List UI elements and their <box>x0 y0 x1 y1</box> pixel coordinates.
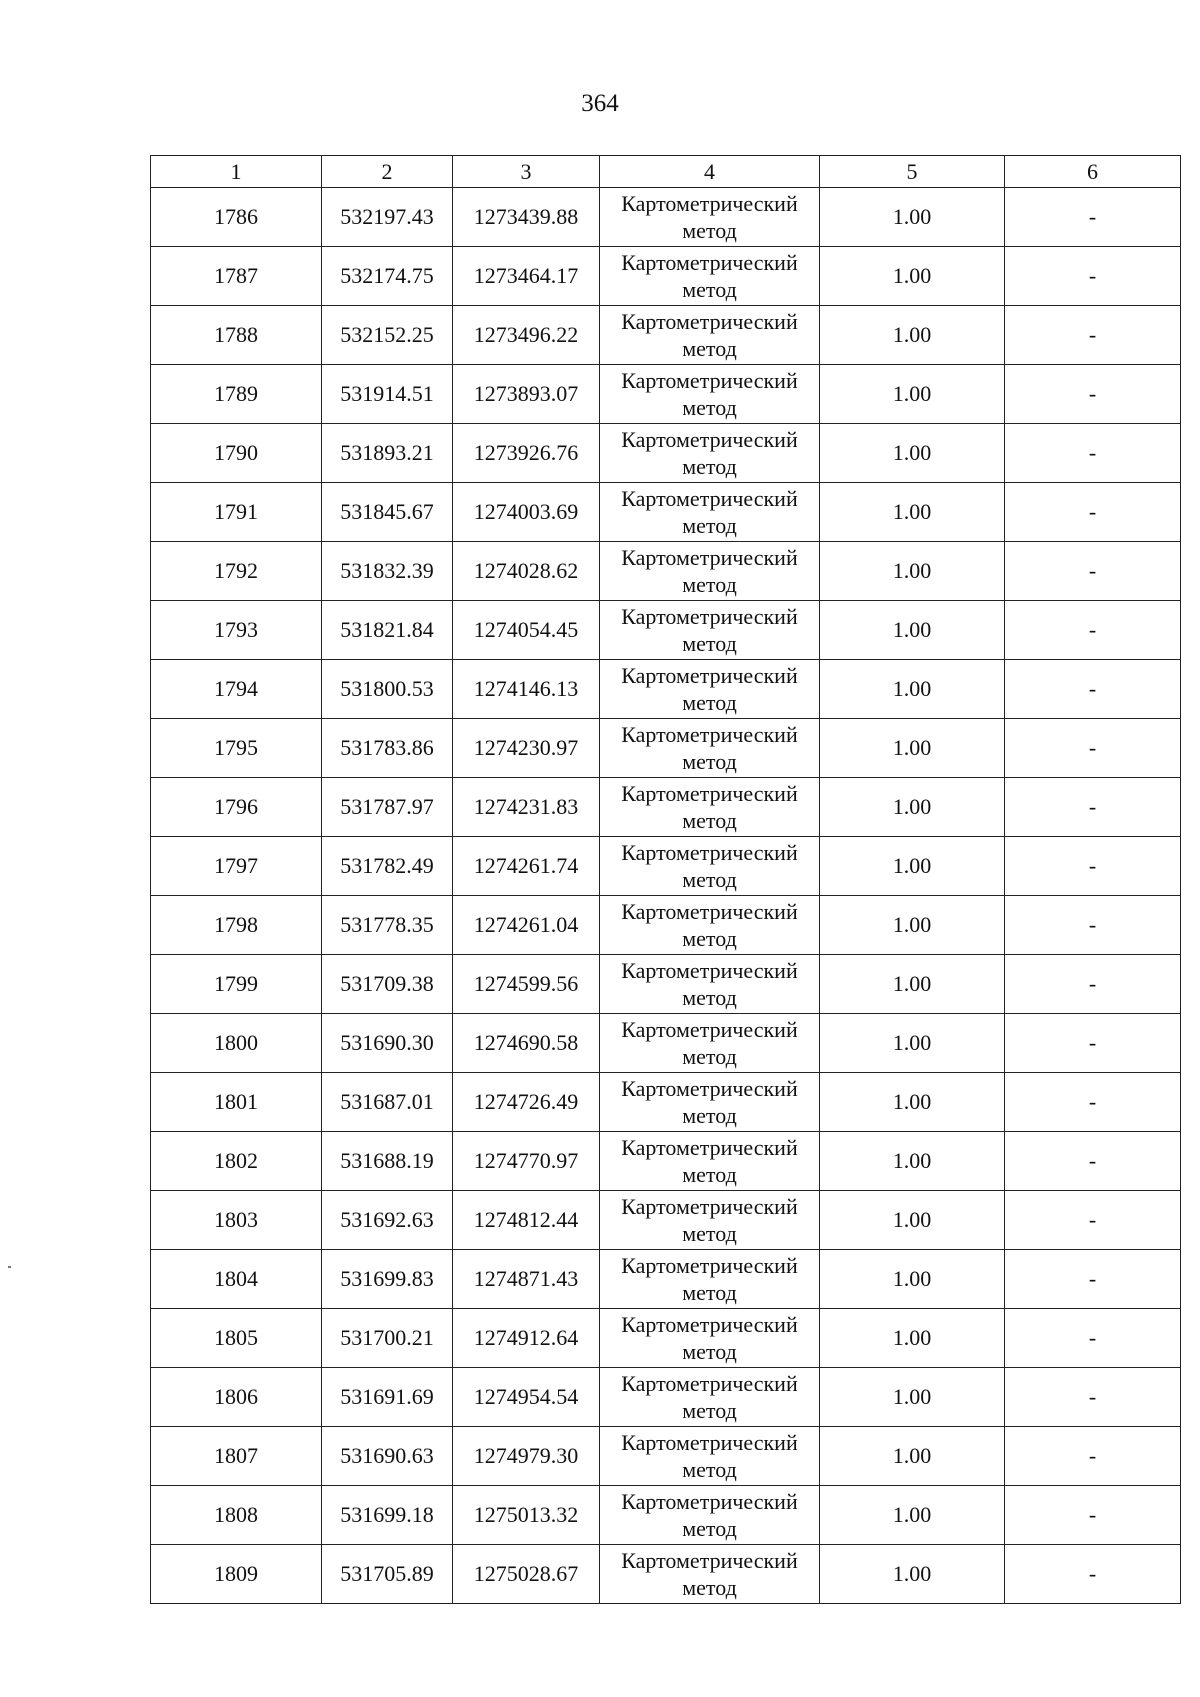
cell-note: - <box>1005 424 1181 483</box>
cell-note: - <box>1005 188 1181 247</box>
cell-point-number: 1788 <box>151 306 322 365</box>
cell-accuracy: 1.00 <box>820 1545 1005 1604</box>
cell-x-coordinate: 531893.21 <box>322 424 453 483</box>
cell-note: - <box>1005 1132 1181 1191</box>
table-row <box>151 542 1181 601</box>
cell-y-coordinate: 1274954.54 <box>453 1368 600 1427</box>
cell-note: - <box>1005 1309 1181 1368</box>
method-text-line-1: Картометрический <box>621 1194 798 1219</box>
method-text-line-2: метод <box>682 1398 737 1423</box>
cell-x-coordinate: 531687.01 <box>322 1073 453 1132</box>
cell-method <box>600 778 820 837</box>
method-text-line-2: метод <box>682 1280 737 1305</box>
table-row <box>151 365 1181 424</box>
table-row <box>151 1545 1181 1604</box>
cell-point-number: 1789 <box>151 365 322 424</box>
cell-method <box>600 719 820 778</box>
method-text-line-2: метод <box>682 926 737 951</box>
cell-y-coordinate: 1273893.07 <box>453 365 600 424</box>
cell-y-coordinate: 1274599.56 <box>453 955 600 1014</box>
table-row <box>151 1191 1181 1250</box>
cell-note: - <box>1005 719 1181 778</box>
method-text-line-2: метод <box>682 985 737 1010</box>
method-text-line-1: Картометрический <box>621 486 798 511</box>
method-text-line-2: метод <box>682 1044 737 1069</box>
cell-note: - <box>1005 1427 1181 1486</box>
method-text-line-2: метод <box>682 277 737 302</box>
table-row <box>151 1309 1181 1368</box>
cell-method <box>600 955 820 1014</box>
method-text-line-2: метод <box>682 749 737 774</box>
method-text-line-1: Картометрический <box>621 191 798 216</box>
method-text-line-2: метод <box>682 1516 737 1541</box>
cell-x-coordinate: 531691.69 <box>322 1368 453 1427</box>
cell-x-coordinate: 531778.35 <box>322 896 453 955</box>
cell-note: - <box>1005 306 1181 365</box>
table-row <box>151 188 1181 247</box>
cell-accuracy: 1.00 <box>820 1427 1005 1486</box>
cell-method <box>600 1486 820 1545</box>
cell-x-coordinate: 531699.83 <box>322 1250 453 1309</box>
table-row <box>151 306 1181 365</box>
cell-y-coordinate: 1274726.49 <box>453 1073 600 1132</box>
method-text-line-1: Картометрический <box>621 604 798 629</box>
table-row <box>151 837 1181 896</box>
method-text-line-1: Картометрический <box>621 1548 798 1573</box>
cell-point-number: 1802 <box>151 1132 322 1191</box>
table-header <box>151 156 1181 188</box>
method-text-line-1: Картометрический <box>621 1489 798 1514</box>
table-row <box>151 483 1181 542</box>
cell-accuracy: 1.00 <box>820 660 1005 719</box>
cell-method <box>600 1250 820 1309</box>
cell-x-coordinate: 531914.51 <box>322 365 453 424</box>
cell-accuracy: 1.00 <box>820 1073 1005 1132</box>
cell-point-number: 1807 <box>151 1427 322 1486</box>
scan-speck <box>8 1266 11 1268</box>
cell-method <box>600 1073 820 1132</box>
cell-point-number: 1786 <box>151 188 322 247</box>
cell-x-coordinate: 532197.43 <box>322 188 453 247</box>
cell-note: - <box>1005 896 1181 955</box>
cell-note: - <box>1005 660 1181 719</box>
method-text-line-2: метод <box>682 218 737 243</box>
method-text-line-2: метод <box>682 1221 737 1246</box>
cell-y-coordinate: 1274054.45 <box>453 601 600 660</box>
cell-point-number: 1808 <box>151 1486 322 1545</box>
cell-x-coordinate: 531709.38 <box>322 955 453 1014</box>
cell-method <box>600 1309 820 1368</box>
cell-note: - <box>1005 1073 1181 1132</box>
cell-note: - <box>1005 601 1181 660</box>
cell-point-number: 1801 <box>151 1073 322 1132</box>
cell-accuracy: 1.00 <box>820 1132 1005 1191</box>
method-text-line-1: Картометрический <box>621 1371 798 1396</box>
cell-accuracy: 1.00 <box>820 1191 1005 1250</box>
cell-x-coordinate: 531845.67 <box>322 483 453 542</box>
method-text-line-1: Картометрический <box>621 663 798 688</box>
cell-y-coordinate: 1274146.13 <box>453 660 600 719</box>
cell-y-coordinate: 1274912.64 <box>453 1309 600 1368</box>
header-cell-1: 1 <box>151 156 322 188</box>
header-cell-4: 4 <box>600 156 820 188</box>
cell-point-number: 1793 <box>151 601 322 660</box>
cell-accuracy: 1.00 <box>820 542 1005 601</box>
cell-accuracy: 1.00 <box>820 896 1005 955</box>
cell-x-coordinate: 531783.86 <box>322 719 453 778</box>
cell-note: - <box>1005 1368 1181 1427</box>
cell-method <box>600 306 820 365</box>
cell-x-coordinate: 532174.75 <box>322 247 453 306</box>
method-text-line-2: метод <box>682 631 737 656</box>
cell-y-coordinate: 1275013.32 <box>453 1486 600 1545</box>
table-row <box>151 601 1181 660</box>
cell-point-number: 1795 <box>151 719 322 778</box>
cell-x-coordinate: 531832.39 <box>322 542 453 601</box>
method-text-line-1: Картометрический <box>621 250 798 275</box>
cell-point-number: 1791 <box>151 483 322 542</box>
cell-note: - <box>1005 1486 1181 1545</box>
cell-method <box>600 1014 820 1073</box>
cell-point-number: 1787 <box>151 247 322 306</box>
cell-method <box>600 837 820 896</box>
table-row <box>151 1014 1181 1073</box>
cell-point-number: 1806 <box>151 1368 322 1427</box>
method-text-line-1: Картометрический <box>621 1076 798 1101</box>
cell-point-number: 1805 <box>151 1309 322 1368</box>
cell-note: - <box>1005 542 1181 601</box>
cell-note: - <box>1005 1014 1181 1073</box>
table-row <box>151 1368 1181 1427</box>
method-text-line-2: метод <box>682 454 737 479</box>
method-text-line-1: Картометрический <box>621 1017 798 1042</box>
table-body <box>151 188 1181 1604</box>
cell-y-coordinate: 1274770.97 <box>453 1132 600 1191</box>
table-row <box>151 660 1181 719</box>
method-text-line-1: Картометрический <box>621 1253 798 1278</box>
cell-method <box>600 601 820 660</box>
cell-y-coordinate: 1274690.58 <box>453 1014 600 1073</box>
cell-method <box>600 188 820 247</box>
method-text-line-2: метод <box>682 1575 737 1600</box>
cell-method <box>600 542 820 601</box>
method-text-line-2: метод <box>682 1457 737 1482</box>
cell-note: - <box>1005 955 1181 1014</box>
cell-point-number: 1809 <box>151 1545 322 1604</box>
cell-x-coordinate: 531690.30 <box>322 1014 453 1073</box>
cell-y-coordinate: 1274003.69 <box>453 483 600 542</box>
cell-accuracy: 1.00 <box>820 1368 1005 1427</box>
header-cell-3: 3 <box>453 156 600 188</box>
cell-accuracy: 1.00 <box>820 424 1005 483</box>
method-text-line-2: метод <box>682 867 737 892</box>
table-row <box>151 955 1181 1014</box>
cell-method <box>600 247 820 306</box>
header-cell-2: 2 <box>322 156 453 188</box>
cell-point-number: 1799 <box>151 955 322 1014</box>
cell-accuracy: 1.00 <box>820 306 1005 365</box>
cell-point-number: 1804 <box>151 1250 322 1309</box>
cell-accuracy: 1.00 <box>820 778 1005 837</box>
cell-accuracy: 1.00 <box>820 719 1005 778</box>
table-row <box>151 896 1181 955</box>
cell-accuracy: 1.00 <box>820 837 1005 896</box>
cell-note: - <box>1005 837 1181 896</box>
cell-x-coordinate: 531688.19 <box>322 1132 453 1191</box>
table-row <box>151 424 1181 483</box>
cell-method <box>600 365 820 424</box>
cell-accuracy: 1.00 <box>820 601 1005 660</box>
table-row <box>151 719 1181 778</box>
cell-method <box>600 1545 820 1604</box>
cell-point-number: 1790 <box>151 424 322 483</box>
method-text-line-2: метод <box>682 513 737 538</box>
method-text-line-1: Картометрический <box>621 309 798 334</box>
cell-x-coordinate: 531699.18 <box>322 1486 453 1545</box>
method-text-line-2: метод <box>682 572 737 597</box>
cell-x-coordinate: 531690.63 <box>322 1427 453 1486</box>
cell-x-coordinate: 531821.84 <box>322 601 453 660</box>
table-row <box>151 778 1181 837</box>
table-row <box>151 1132 1181 1191</box>
method-text-line-2: метод <box>682 1162 737 1187</box>
cell-accuracy: 1.00 <box>820 247 1005 306</box>
method-text-line-2: метод <box>682 690 737 715</box>
table-row <box>151 247 1181 306</box>
cell-x-coordinate: 531692.63 <box>322 1191 453 1250</box>
method-text-line-2: метод <box>682 1103 737 1128</box>
cell-method <box>600 483 820 542</box>
cell-point-number: 1797 <box>151 837 322 896</box>
coordinates-table <box>150 155 1181 1604</box>
cell-y-coordinate: 1274230.97 <box>453 719 600 778</box>
cell-x-coordinate: 532152.25 <box>322 306 453 365</box>
method-text-line-1: Картометрический <box>621 840 798 865</box>
cell-accuracy: 1.00 <box>820 1309 1005 1368</box>
cell-point-number: 1800 <box>151 1014 322 1073</box>
method-text-line-1: Картометрический <box>621 899 798 924</box>
method-text-line-2: метод <box>682 395 737 420</box>
cell-method <box>600 424 820 483</box>
header-cell-5: 5 <box>820 156 1005 188</box>
cell-y-coordinate: 1273439.88 <box>453 188 600 247</box>
cell-x-coordinate: 531787.97 <box>322 778 453 837</box>
cell-accuracy: 1.00 <box>820 1486 1005 1545</box>
method-text-line-1: Картометрический <box>621 1312 798 1337</box>
table-row <box>151 1486 1181 1545</box>
cell-note: - <box>1005 1191 1181 1250</box>
cell-point-number: 1794 <box>151 660 322 719</box>
cell-accuracy: 1.00 <box>820 1014 1005 1073</box>
cell-y-coordinate: 1274028.62 <box>453 542 600 601</box>
table-row <box>151 1250 1181 1309</box>
cell-accuracy: 1.00 <box>820 188 1005 247</box>
cell-y-coordinate: 1274261.74 <box>453 837 600 896</box>
cell-method <box>600 1191 820 1250</box>
cell-accuracy: 1.00 <box>820 955 1005 1014</box>
cell-y-coordinate: 1273496.22 <box>453 306 600 365</box>
cell-y-coordinate: 1275028.67 <box>453 1545 600 1604</box>
cell-method <box>600 1427 820 1486</box>
cell-method <box>600 896 820 955</box>
header-row <box>151 156 1181 188</box>
cell-accuracy: 1.00 <box>820 365 1005 424</box>
cell-y-coordinate: 1274979.30 <box>453 1427 600 1486</box>
cell-accuracy: 1.00 <box>820 483 1005 542</box>
cell-y-coordinate: 1274231.83 <box>453 778 600 837</box>
cell-x-coordinate: 531782.49 <box>322 837 453 896</box>
method-text-line-1: Картометрический <box>621 1135 798 1160</box>
cell-method <box>600 1132 820 1191</box>
method-text-line-1: Картометрический <box>621 1430 798 1455</box>
cell-x-coordinate: 531800.53 <box>322 660 453 719</box>
cell-point-number: 1796 <box>151 778 322 837</box>
cell-method <box>600 1368 820 1427</box>
method-text-line-2: метод <box>682 1339 737 1364</box>
method-text-line-1: Картометрический <box>621 722 798 747</box>
cell-y-coordinate: 1273926.76 <box>453 424 600 483</box>
method-text-line-2: метод <box>682 808 737 833</box>
method-text-line-1: Картометрический <box>621 958 798 983</box>
cell-point-number: 1798 <box>151 896 322 955</box>
method-text-line-1: Картометрический <box>621 368 798 393</box>
method-text-line-1: Картометрический <box>621 427 798 452</box>
cell-x-coordinate: 531705.89 <box>322 1545 453 1604</box>
cell-y-coordinate: 1274812.44 <box>453 1191 600 1250</box>
cell-accuracy: 1.00 <box>820 1250 1005 1309</box>
cell-y-coordinate: 1274261.04 <box>453 896 600 955</box>
method-text-line-2: метод <box>682 336 737 361</box>
cell-note: - <box>1005 247 1181 306</box>
cell-y-coordinate: 1273464.17 <box>453 247 600 306</box>
cell-y-coordinate: 1274871.43 <box>453 1250 600 1309</box>
table-row <box>151 1073 1181 1132</box>
method-text-line-1: Картометрический <box>621 781 798 806</box>
header-cell-6: 6 <box>1005 156 1181 188</box>
cell-note: - <box>1005 1250 1181 1309</box>
cell-x-coordinate: 531700.21 <box>322 1309 453 1368</box>
cell-note: - <box>1005 365 1181 424</box>
method-text-line-1: Картометрический <box>621 545 798 570</box>
cell-method <box>600 660 820 719</box>
cell-point-number: 1792 <box>151 542 322 601</box>
cell-note: - <box>1005 1545 1181 1604</box>
cell-note: - <box>1005 778 1181 837</box>
page-number: 364 <box>581 90 619 117</box>
cell-note: - <box>1005 483 1181 542</box>
table-row <box>151 1427 1181 1486</box>
cell-point-number: 1803 <box>151 1191 322 1250</box>
